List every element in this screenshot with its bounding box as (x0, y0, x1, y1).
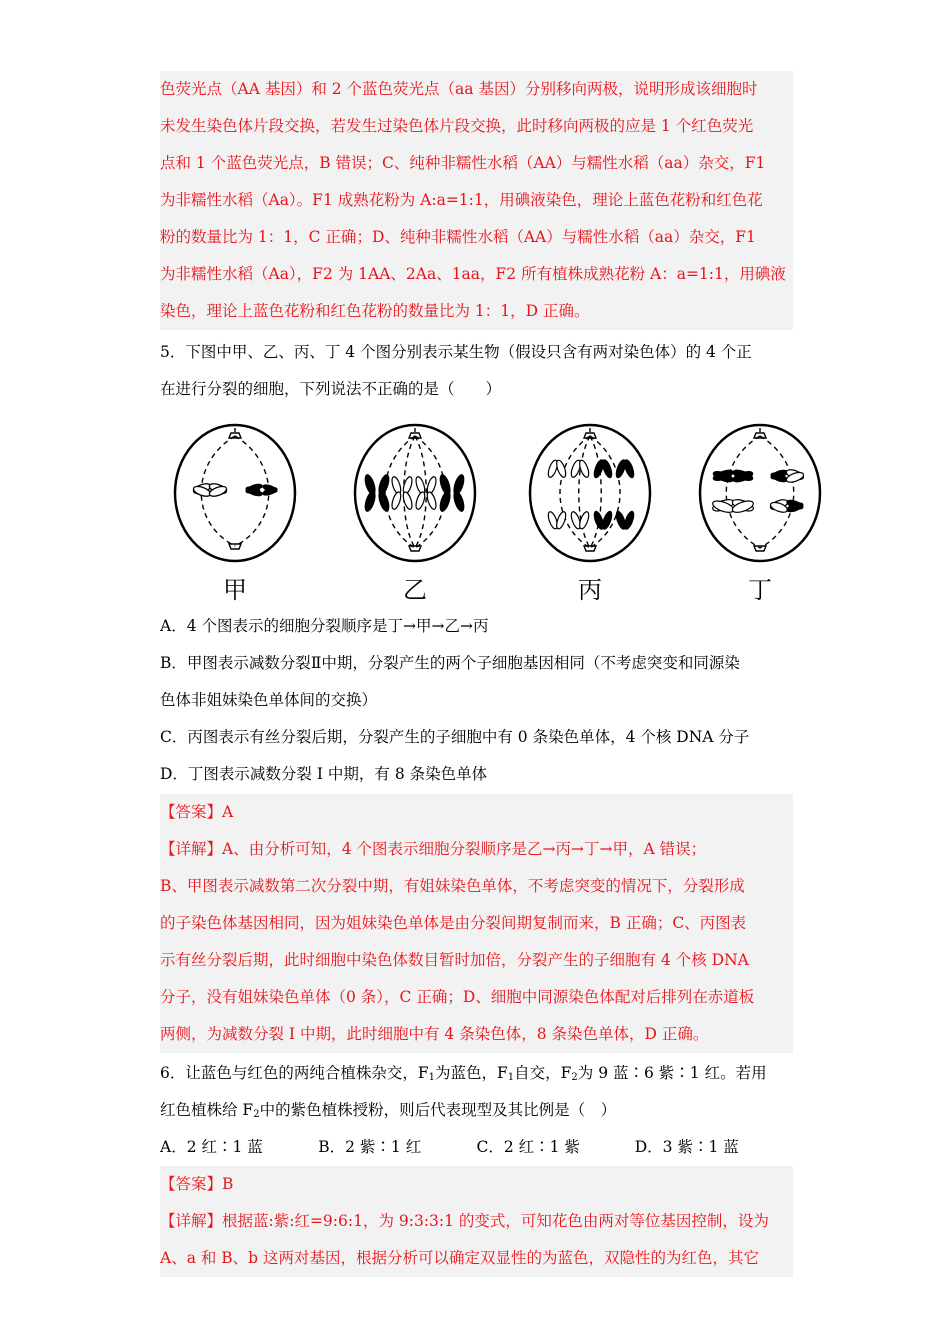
option-a: A．4 个图表示的细胞分裂顺序是丁→甲→乙→丙 (160, 617, 489, 635)
question-6-stem-line-2 (160, 1092, 793, 1129)
stem-text: 为蓝色，F (435, 1064, 508, 1082)
question-6-options (160, 1129, 793, 1166)
explanation-line: 【详解】A、由分析可知，4 个图表示细胞分裂顺序是乙→丙→丁→甲，A 错误； (160, 840, 707, 858)
stem-text: 红色植株给 F (160, 1101, 254, 1119)
answer-label: 【答案】B (160, 1175, 234, 1193)
explanation-line: 示有丝分裂后期，此时细胞中染色体数目暂时加倍，分裂产生的子细胞有 4 个核 DNA (160, 951, 749, 969)
stem-text: 自交，F (514, 1064, 572, 1082)
option-a: A．2 红∶1 蓝 (160, 1138, 263, 1156)
cell-division-figure (160, 418, 793, 608)
option-b-continued: 色体非姐妹染色单体间的交换） (160, 691, 378, 709)
subscript: 2 (571, 1072, 578, 1083)
explanation-line: 两侧，为减数分裂 I 中期，此时细胞中有 4 条染色体，8 条染色单体，D 正确。 (160, 1025, 709, 1043)
option-b: B．2 紫∶1 红 (318, 1138, 422, 1156)
question-line: 5．下图中甲、乙、丙、丁 4 个图分别表示某生物（假设只含有两对染色体）的 4 个正 (160, 343, 752, 361)
cell-bing-diagram (525, 418, 655, 568)
explanation-line: 分子，没有姐妹染色单体（0 条），C 正确；D、细胞中同源染色体配对后排列在赤道板 (160, 988, 755, 1006)
question-line: 在进行分裂的细胞，下列说法不正确的是（ ） (160, 380, 502, 398)
explanation-line: 染色，理论上蓝色花粉和红色花粉的数量比为 1：1，D 正确。 (160, 302, 590, 320)
explanation-line: A、a 和 B、b 这两对基因，根据分析可以确定双显性的为蓝色，双隐性的为红色，其它 (160, 1249, 760, 1267)
explanation-line: 未发生染色体片段交换，若发生过染色体片段交换，此时移向两极的应是 1 个红色荧光 (160, 117, 754, 135)
option-b: B．甲图表示减数分裂Ⅱ中期，分裂产生的两个子细胞基因相同（不考虑突变和同源染 (160, 654, 740, 672)
figure-label-yi: 乙 (403, 576, 427, 604)
option-c: C．2 红∶1 紫 (476, 1138, 580, 1156)
cell-jia-diagram (170, 418, 300, 568)
cell-bing (525, 418, 655, 604)
explanation-line: B、甲图表示减数第二次分裂中期，有姐妹染色单体，不考虑突变的情况下，分裂形成 (160, 877, 745, 895)
subscript: 2 (253, 1109, 260, 1120)
chromosome-black (244, 482, 278, 498)
stem-text: 为 9 蓝∶6 紫∶1 红。若用 (577, 1064, 767, 1082)
stem-text: 中的紫色植株授粉，则后代表现型及其比例是（ ） (259, 1101, 617, 1119)
question-6-stem-line-1 (160, 1055, 793, 1092)
figure-label-bing: 丙 (578, 576, 602, 604)
explanation-line: 的子染色体基因相同，因为姐妹染色单体是由分裂间期复制而来，B 正确；C、丙图表 (160, 914, 747, 932)
cell-jia (170, 418, 300, 604)
cell-yi (350, 418, 480, 604)
option-d: D．丁图表示减数分裂 I 中期，有 8 条染色单体 (160, 765, 488, 783)
option-d: D．3 紫∶1 蓝 (634, 1138, 739, 1156)
figure-label-ding: 丁 (748, 576, 772, 604)
subscript: 1 (428, 1072, 435, 1083)
explanation-line: 粉的数量比为 1：1，C 正确；D、纯种非糯性水稻（AA）与糯性水稻（aa）杂交，F1 (160, 228, 756, 246)
explanation-line: 点和 1 个蓝色荧光点，B 错误；C、纯种非糯性水稻（AA）与糯性水稻（aa）杂交，F1 (160, 154, 766, 172)
explanation-line: 色荧光点（AA 基因）和 2 个蓝色荧光点（aa 基因）分别移向两极，说明形成该细胞时 (160, 80, 758, 98)
cell-ding (695, 418, 825, 604)
explanation-line: 【详解】根据蓝:紫:红=9:6:1，为 9:3:3:1 的变式，可知花色由两对等位基因控制，设为 (160, 1212, 769, 1230)
previous-explanation-block (160, 71, 793, 330)
answer-label: 【答案】A (160, 803, 234, 821)
question-5-options (160, 608, 793, 793)
cell-yi-diagram (350, 418, 480, 568)
option-c: C．丙图表示有丝分裂后期，分裂产生的子细胞中有 0 条染色单体，4 个核 DNA 分子 (160, 728, 750, 746)
explanation-line: 为非糯性水稻（Aa）。F1 成熟花粉为 A:a=1:1，用碘液染色，理论上蓝色花粉和红色花 (160, 191, 763, 209)
explanation-line: 为非糯性水稻（Aa），F2 为 1AA、2Aa、1aa，F2 所有植株成熟花粉 A：a=1:1，用碘液 (160, 265, 786, 283)
figure-label-jia: 甲 (223, 576, 247, 604)
question-5-answer-block (160, 794, 793, 1053)
question-6-answer-block (160, 1166, 793, 1277)
subscript: 1 (507, 1072, 515, 1083)
chromosome-white (192, 482, 228, 498)
stem-text: 6．让蓝色与红色的两纯合植株杂交，F (160, 1064, 429, 1082)
cell-ding-diagram (695, 418, 825, 568)
question-5-stem (160, 334, 793, 408)
question-6 (160, 1055, 793, 1166)
